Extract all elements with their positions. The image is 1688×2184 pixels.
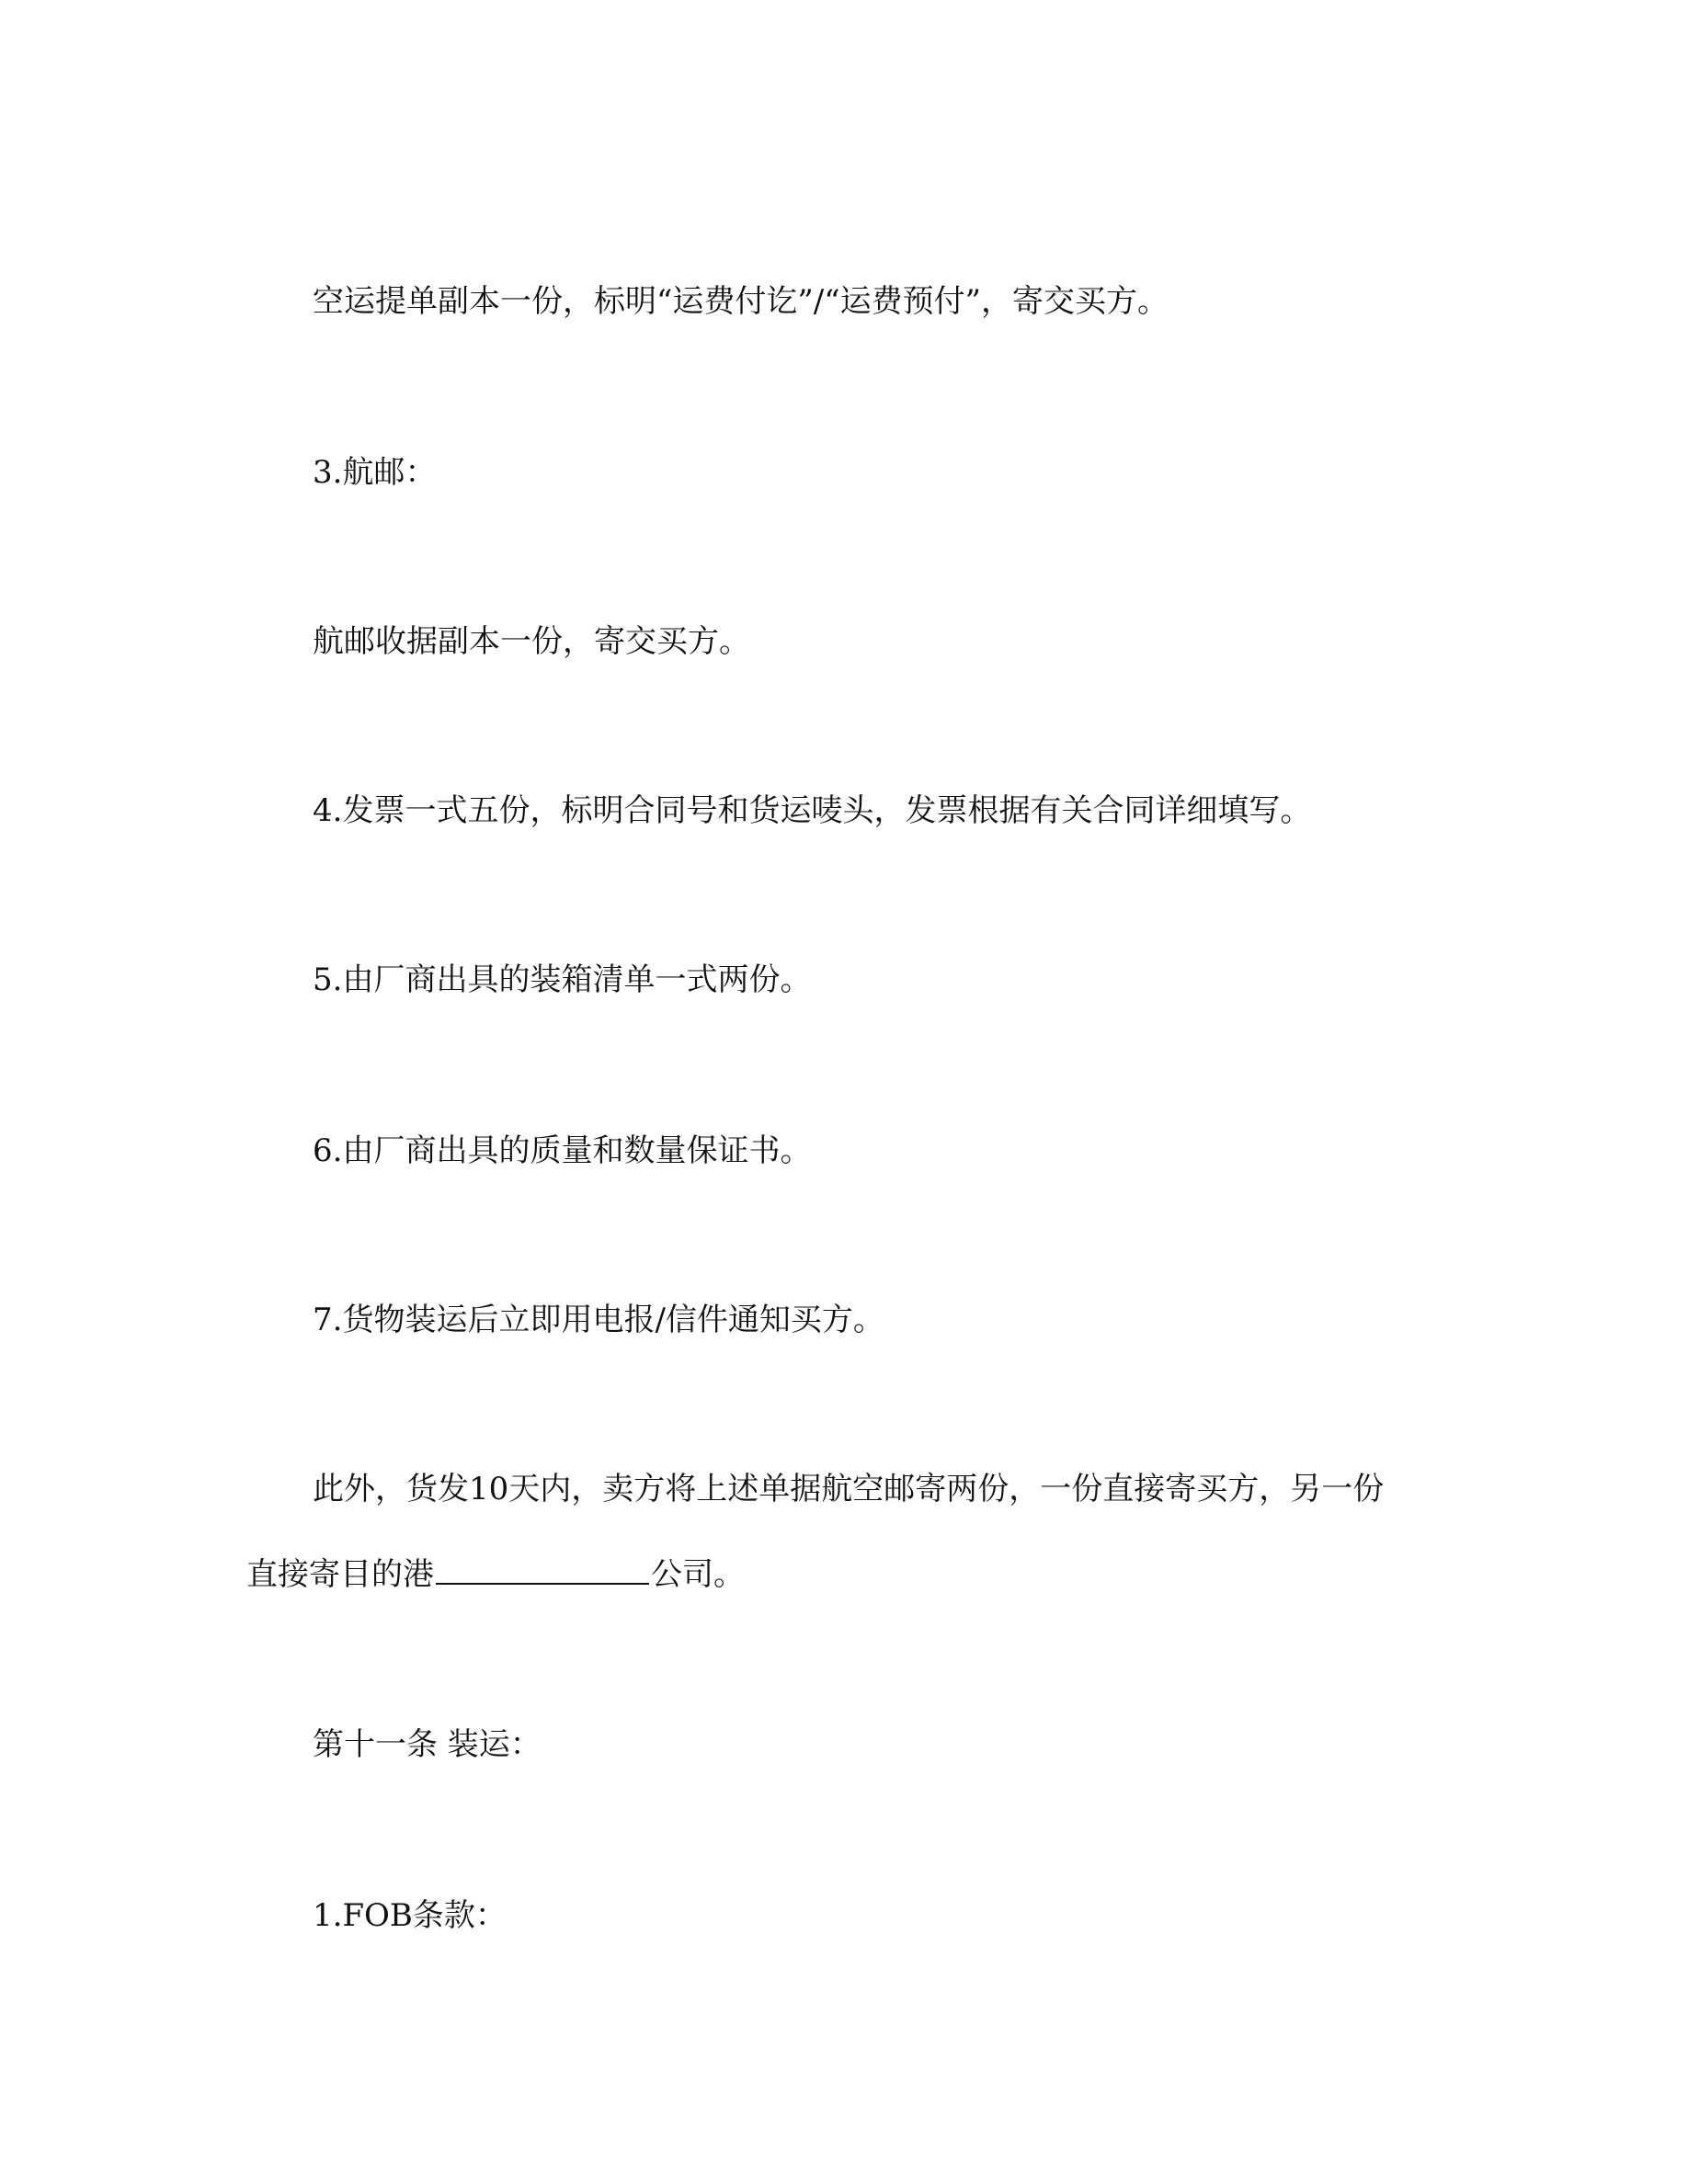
- paragraph-air-waybill: 空运提单副本一份，标明“运费付讫”/“运费预付”，寄交买方。: [313, 283, 1169, 320]
- paragraph-additional-docs-continuation: [246, 1555, 745, 1593]
- heading-airmail: 3.航邮：: [313, 454, 437, 491]
- paragraph-airmail-receipt: 航邮收据副本一份，寄交买方。: [313, 623, 750, 660]
- paragraph-shipment-notice: 7.货物装运后立即用电报/信件通知买方。: [313, 1302, 884, 1338]
- continuation-text-before-blank: 直接寄目的港: [246, 1556, 434, 1593]
- paragraph-additional-docs: 此外，货发10天内，卖方将上述单据航空邮寄两份，一份直接寄买方，另一份: [313, 1471, 1385, 1507]
- paragraph-quality-certificate: 6.由厂商出具的质量和数量保证书。: [313, 1132, 812, 1169]
- heading-fob-terms: 1.FOB条款：: [313, 1897, 507, 1934]
- fill-in-blank-line: [436, 1555, 649, 1585]
- article-11-heading: 第十一条 装运：: [313, 1726, 542, 1763]
- paragraph-invoice: 4.发票一式五份，标明合同号和货运唛头，发票根据有关合同详细填写。: [313, 792, 1312, 829]
- continuation-text-after-blank: 公司。: [651, 1556, 745, 1593]
- paragraph-packing-list: 5.由厂商出具的装箱清单一式两份。: [313, 961, 812, 998]
